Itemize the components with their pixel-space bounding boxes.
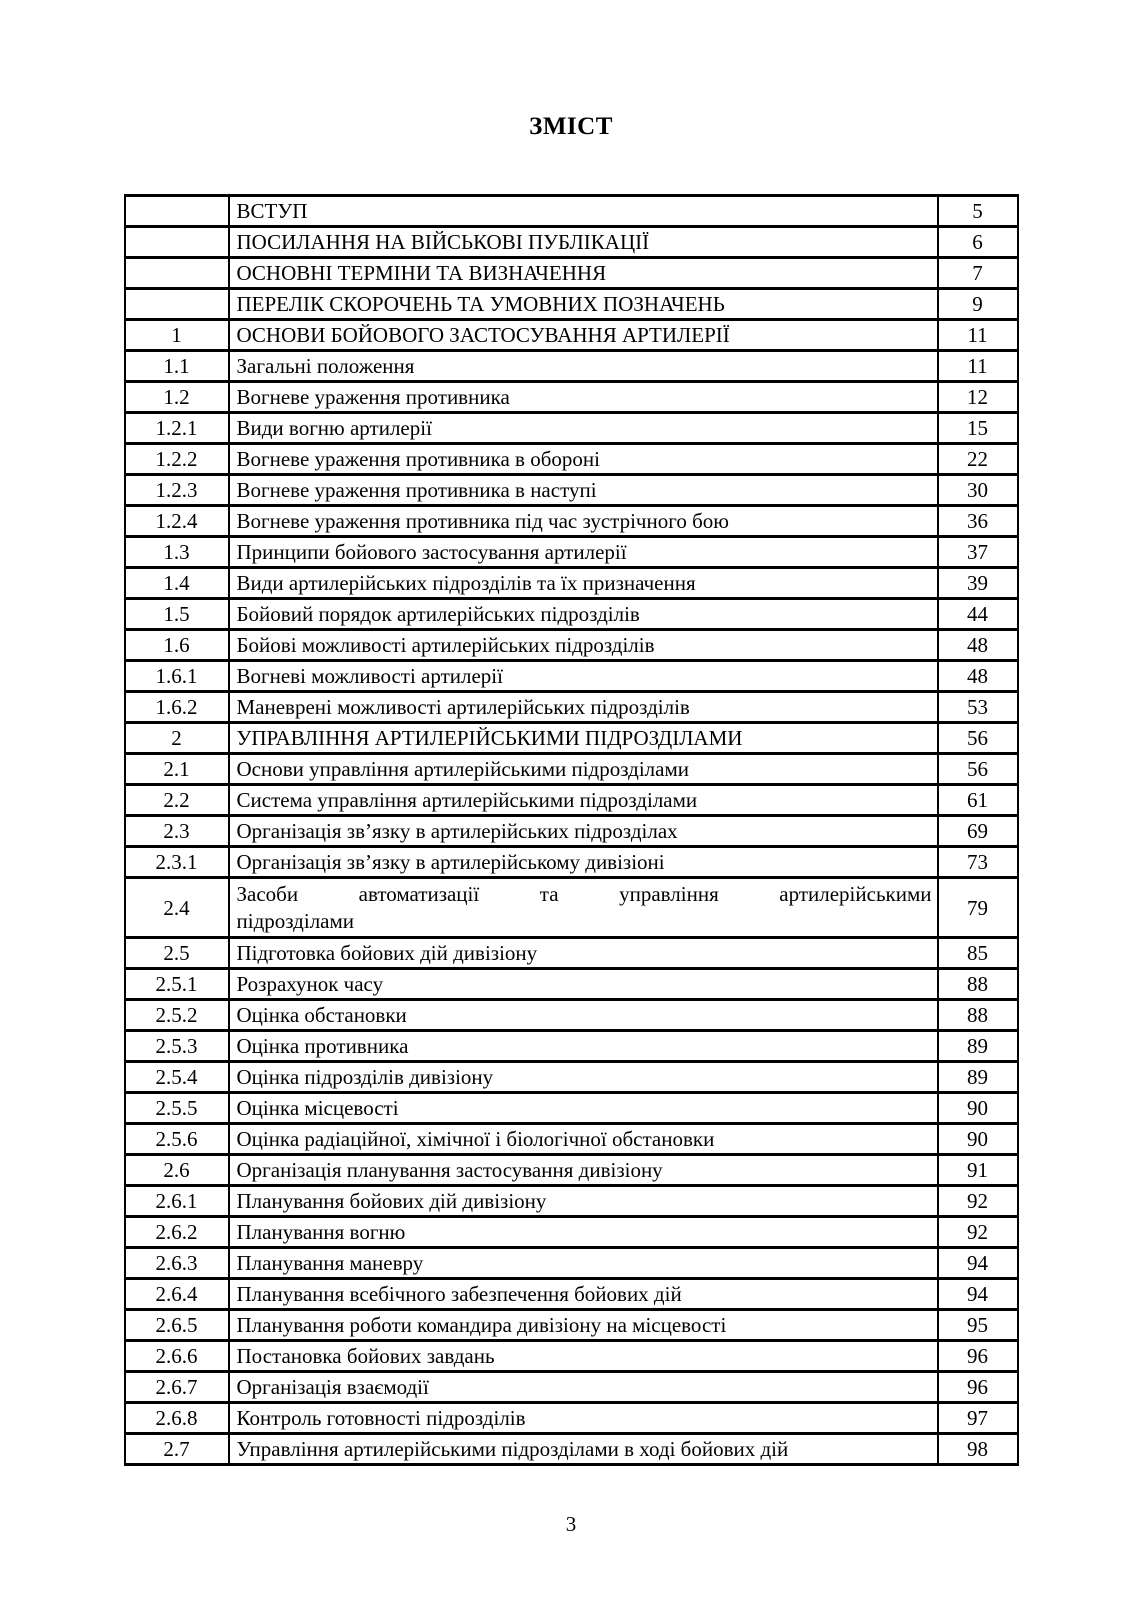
toc-row-number: 2.6.6 xyxy=(125,1341,229,1372)
toc-row-title-line1: Засоби автоматизації та управління артилерійськими xyxy=(236,881,932,906)
toc-row-number: 1.5 xyxy=(125,599,229,630)
toc-row-title: Вогневе ураження противника xyxy=(229,382,938,413)
toc-row-number: 2.6.7 xyxy=(125,1372,229,1403)
toc-row-title: Контроль готовності підрозділів xyxy=(229,1403,938,1434)
toc-row-number: 2.6 xyxy=(125,1155,229,1186)
page-number-footer: 3 xyxy=(565,1512,577,1536)
toc-row-number: 1.2.4 xyxy=(125,506,229,537)
toc-row-number: 1.6 xyxy=(125,630,229,661)
toc-row-title: Планування вогню xyxy=(229,1217,938,1248)
toc-row-title: Оцінка противника xyxy=(229,1031,938,1062)
toc-row-title: Організація планування застосування дивізіону xyxy=(229,1155,938,1186)
toc-row-number: 2.2 xyxy=(125,785,229,816)
toc-row-page: 79 xyxy=(938,878,1018,938)
toc-row xyxy=(125,754,1018,785)
toc-row-number: 1.2.1 xyxy=(125,413,229,444)
toc-row-page: 98 xyxy=(938,1434,1018,1465)
toc-row-number: 1.4 xyxy=(125,568,229,599)
toc-row-number: 2.6.1 xyxy=(125,1186,229,1217)
toc-row-title: Планування всебічного забезпечення бойових дій xyxy=(229,1279,938,1310)
toc-row-page: 48 xyxy=(938,630,1018,661)
toc-row xyxy=(125,816,1018,847)
toc-row-page: 85 xyxy=(938,938,1018,969)
toc-row-title: Розрахунок часу xyxy=(229,969,938,1000)
toc-row-page: 44 xyxy=(938,599,1018,630)
toc-row-title: Планування роботи командира дивізіону на місцевості xyxy=(229,1310,938,1341)
toc-row-title: Вогневі можливості артилерії xyxy=(229,661,938,692)
toc-row-page: 91 xyxy=(938,1155,1018,1186)
toc-row-page: 5 xyxy=(938,196,1018,227)
toc-row-number: 2.6.3 xyxy=(125,1248,229,1279)
toc-row-page: 36 xyxy=(938,506,1018,537)
toc-row-title: Планування маневру xyxy=(229,1248,938,1279)
toc-row xyxy=(125,1403,1018,1434)
toc-row-title: ОСНОВИ БОЙОВОГО ЗАСТОСУВАННЯ АРТИЛЕРІЇ xyxy=(229,320,938,351)
toc-row-page: 94 xyxy=(938,1248,1018,1279)
toc-row-number: 2.6.8 xyxy=(125,1403,229,1434)
toc-row-number: 1.2 xyxy=(125,382,229,413)
toc-row xyxy=(125,878,1018,938)
toc-row xyxy=(125,1000,1018,1031)
toc-row-number: 1.1 xyxy=(125,351,229,382)
toc-row xyxy=(125,692,1018,723)
toc-row xyxy=(125,1186,1018,1217)
toc-row xyxy=(125,1093,1018,1124)
toc-row-number: 2.6.4 xyxy=(125,1279,229,1310)
toc-table xyxy=(124,194,1019,1466)
toc-row-number xyxy=(125,258,229,289)
toc-row-title: Бойовий порядок артилерійських підрозділів xyxy=(229,599,938,630)
toc-row-number: 1.2.3 xyxy=(125,475,229,506)
toc-row xyxy=(125,413,1018,444)
toc-row-title: Принципи бойового застосування артилерії xyxy=(229,537,938,568)
toc-row-page: 56 xyxy=(938,754,1018,785)
toc-row-number: 2.5.2 xyxy=(125,1000,229,1031)
toc-row-number: 2.3.1 xyxy=(125,847,229,878)
toc-row-number: 1 xyxy=(125,320,229,351)
toc-row-title: Основи управління артилерійськими підрозділами xyxy=(229,754,938,785)
toc-row xyxy=(125,1124,1018,1155)
toc-row-page: 97 xyxy=(938,1403,1018,1434)
toc-row-title: Організація зв’язку в артилерійському дивізіоні xyxy=(229,847,938,878)
toc-row xyxy=(125,1031,1018,1062)
toc-row xyxy=(125,537,1018,568)
toc-row-page: 96 xyxy=(938,1341,1018,1372)
toc-row-title: Постановка бойових завдань xyxy=(229,1341,938,1372)
toc-row-title: Вогневе ураження противника в наступі xyxy=(229,475,938,506)
toc-row-page: 15 xyxy=(938,413,1018,444)
toc-row-number: 2.5.1 xyxy=(125,969,229,1000)
toc-row-title: Загальні положення xyxy=(229,351,938,382)
toc-row-number: 2.5.3 xyxy=(125,1031,229,1062)
toc-row-title: ПОСИЛАННЯ НА ВІЙСЬКОВІ ПУБЛІКАЦІЇ xyxy=(229,227,938,258)
toc-row xyxy=(125,847,1018,878)
toc-row-page: 88 xyxy=(938,1000,1018,1031)
toc-row-number: 1.6.1 xyxy=(125,661,229,692)
toc-row xyxy=(125,1341,1018,1372)
toc-row-title: Бойові можливості артилерійських підрозділів xyxy=(229,630,938,661)
toc-row-title: ВСТУП xyxy=(229,196,938,227)
toc-row-page: 95 xyxy=(938,1310,1018,1341)
toc-row-page: 69 xyxy=(938,816,1018,847)
toc-row xyxy=(125,969,1018,1000)
toc-row-title: Вогневе ураження противника в обороні xyxy=(229,444,938,475)
toc-row-page: 22 xyxy=(938,444,1018,475)
toc-row-page: 73 xyxy=(938,847,1018,878)
toc-row-title: Система управління артилерійськими підрозділами xyxy=(229,785,938,816)
toc-row xyxy=(125,1062,1018,1093)
toc-row-page: 37 xyxy=(938,537,1018,568)
toc-row-title: Оцінка радіаційної, хімічної і біологічної обстановки xyxy=(229,1124,938,1155)
toc-row-title: Види артилерійських підрозділів та їх призначення xyxy=(229,568,938,599)
toc-row xyxy=(125,382,1018,413)
toc-row-title: Вогневе ураження противника під час зустрічного бою xyxy=(229,506,938,537)
toc-row-number: 2.3 xyxy=(125,816,229,847)
toc-row xyxy=(125,723,1018,754)
toc-row-number: 2.5.5 xyxy=(125,1093,229,1124)
toc-row xyxy=(125,661,1018,692)
toc-row-title: Планування бойових дій дивізіону xyxy=(229,1186,938,1217)
toc-row-title: Підготовка бойових дій дивізіону xyxy=(229,938,938,969)
toc-row-page: 12 xyxy=(938,382,1018,413)
toc-row-page: 96 xyxy=(938,1372,1018,1403)
toc-row-page: 11 xyxy=(938,320,1018,351)
toc-row xyxy=(125,475,1018,506)
toc-row-page: 6 xyxy=(938,227,1018,258)
toc-row xyxy=(125,289,1018,320)
toc-body xyxy=(125,196,1018,1465)
toc-row-page: 90 xyxy=(938,1093,1018,1124)
toc-row-page: 56 xyxy=(938,723,1018,754)
toc-row-page: 11 xyxy=(938,351,1018,382)
toc-row-page: 94 xyxy=(938,1279,1018,1310)
toc-row-title: Маневрені можливості артилерійських підрозділів xyxy=(229,692,938,723)
toc-row-title: ПЕРЕЛІК СКОРОЧЕНЬ ТА УМОВНИХ ПОЗНАЧЕНЬ xyxy=(229,289,938,320)
toc-row-title-line2: підрозділами xyxy=(236,908,355,933)
toc-row-page: 30 xyxy=(938,475,1018,506)
page-title: ЗМІСТ xyxy=(529,113,613,140)
toc-row xyxy=(125,938,1018,969)
toc-row-number: 2.4 xyxy=(125,878,229,938)
toc-row xyxy=(125,196,1018,227)
toc-row-title: УПРАВЛІННЯ АРТИЛЕРІЙСЬКИМИ ПІДРОЗДІЛАМИ xyxy=(229,723,938,754)
toc-row-page: 7 xyxy=(938,258,1018,289)
toc-row-number: 2.6.5 xyxy=(125,1310,229,1341)
toc-row-page: 48 xyxy=(938,661,1018,692)
toc-row-number xyxy=(125,196,229,227)
toc-row-page: 89 xyxy=(938,1031,1018,1062)
toc-row-title: Оцінка місцевості xyxy=(229,1093,938,1124)
toc-row-page: 39 xyxy=(938,568,1018,599)
toc-row-number: 1.6.2 xyxy=(125,692,229,723)
toc-row xyxy=(125,1279,1018,1310)
toc-row-page: 53 xyxy=(938,692,1018,723)
toc-row-page: 90 xyxy=(938,1124,1018,1155)
toc-row xyxy=(125,1217,1018,1248)
toc-row xyxy=(125,258,1018,289)
toc-row-page: 92 xyxy=(938,1186,1018,1217)
toc-row-page: 61 xyxy=(938,785,1018,816)
toc-row-number: 2.5.6 xyxy=(125,1124,229,1155)
toc-row xyxy=(125,599,1018,630)
toc-row-title xyxy=(229,878,938,938)
toc-row-page: 88 xyxy=(938,969,1018,1000)
toc-row xyxy=(125,506,1018,537)
toc-row-page: 89 xyxy=(938,1062,1018,1093)
toc-row-title: Управління артилерійськими підрозділами в ході бойових дій xyxy=(229,1434,938,1465)
toc-row-number: 2 xyxy=(125,723,229,754)
toc-row-number: 2.1 xyxy=(125,754,229,785)
toc-row-number: 2.5.4 xyxy=(125,1062,229,1093)
toc-row xyxy=(125,785,1018,816)
toc-row xyxy=(125,227,1018,258)
toc-row xyxy=(125,1434,1018,1465)
toc-row xyxy=(125,1248,1018,1279)
toc-row-title: Організація взаємодії xyxy=(229,1372,938,1403)
toc-row-number: 2.7 xyxy=(125,1434,229,1465)
toc-row-title: Оцінка підрозділів дивізіону xyxy=(229,1062,938,1093)
toc-row xyxy=(125,351,1018,382)
toc-row-number: 1.2.2 xyxy=(125,444,229,475)
toc-row-number: 1.3 xyxy=(125,537,229,568)
toc-row-number: 2.6.2 xyxy=(125,1217,229,1248)
toc-row-number xyxy=(125,227,229,258)
toc-row-page: 92 xyxy=(938,1217,1018,1248)
toc-row xyxy=(125,1372,1018,1403)
toc-row-number: 2.5 xyxy=(125,938,229,969)
toc-row-title: ОСНОВНІ ТЕРМІНИ ТА ВИЗНАЧЕННЯ xyxy=(229,258,938,289)
toc-row xyxy=(125,568,1018,599)
toc-row xyxy=(125,1155,1018,1186)
toc-row-title: Організація зв’язку в артилерійських підрозділах xyxy=(229,816,938,847)
toc-row-page: 9 xyxy=(938,289,1018,320)
toc-row xyxy=(125,320,1018,351)
toc-row-title: Оцінка обстановки xyxy=(229,1000,938,1031)
toc-row xyxy=(125,1310,1018,1341)
toc-row xyxy=(125,444,1018,475)
toc-row-number xyxy=(125,289,229,320)
toc-row-title: Види вогню артилерії xyxy=(229,413,938,444)
toc-row xyxy=(125,630,1018,661)
